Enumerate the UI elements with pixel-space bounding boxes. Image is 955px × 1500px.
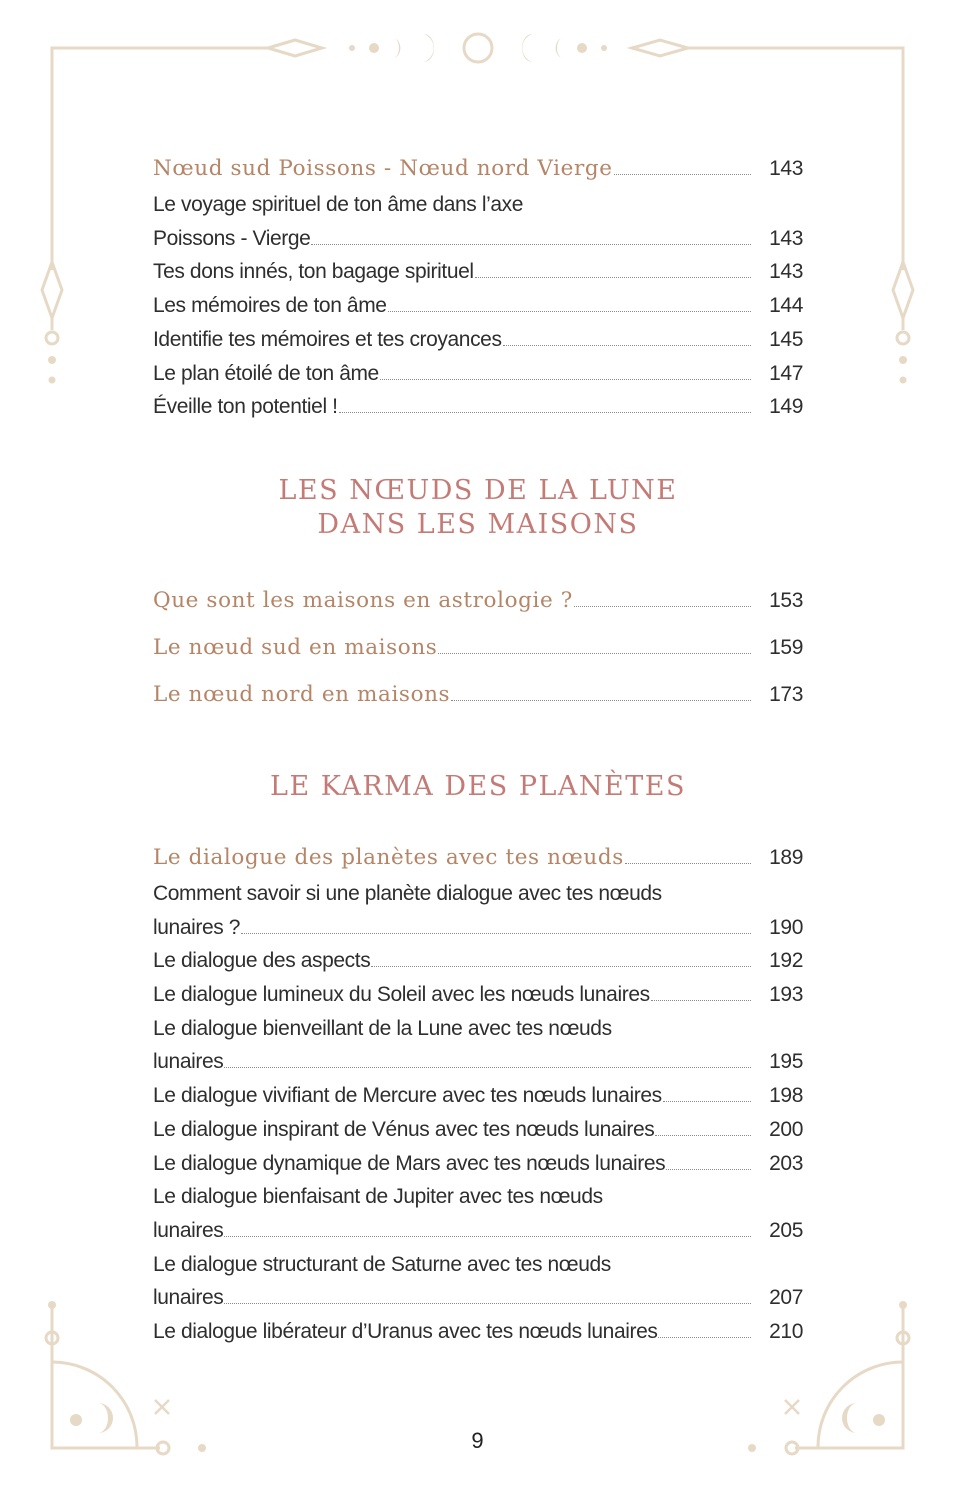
toc-entry-label: Le dialogue lumineux du Soleil avec les nœuds lunaires xyxy=(153,983,650,1007)
toc-entry[interactable] xyxy=(153,289,803,323)
section-title-noeuds-maisons xyxy=(153,474,803,542)
dot-leader xyxy=(224,1235,751,1237)
page-ref: 195 xyxy=(769,1050,803,1074)
toc-entry-label: Identifie tes mémoires et tes croyances xyxy=(153,327,502,351)
page-ref: 189 xyxy=(769,845,803,869)
toc-entry-label: Le dialogue dynamique de Mars avec tes nœuds lunaires xyxy=(153,1151,666,1175)
toc-entry[interactable] xyxy=(153,1147,803,1181)
toc-entry[interactable] xyxy=(153,944,803,978)
toc-heading-noeud-sud[interactable] xyxy=(153,624,803,671)
dot-leader xyxy=(380,378,751,380)
dot-leader xyxy=(438,652,751,654)
toc-entry-line: Le dialogue bienfaisant de Jupiter avec tes nœuds xyxy=(153,1185,603,1209)
toc-heading-poissons-vierge[interactable] xyxy=(153,148,803,190)
toc-entry[interactable] xyxy=(153,1113,803,1147)
dot-leader xyxy=(663,1100,751,1102)
toc-entry[interactable] xyxy=(153,357,803,391)
toc-heading-label: Le nœud nord en maisons xyxy=(153,681,451,707)
toc-entry-line: Comment savoir si une planète dialogue avec tes nœuds xyxy=(153,881,662,905)
page-ref: 147 xyxy=(769,361,803,385)
toc-entry[interactable] xyxy=(153,222,803,256)
toc-entry[interactable] xyxy=(153,390,803,424)
toc-heading-maisons[interactable] xyxy=(153,577,803,624)
page-ref: 200 xyxy=(769,1117,803,1141)
toc-heading-label: Le dialogue des planètes avec tes nœuds xyxy=(153,844,624,870)
page-ref: 145 xyxy=(769,327,803,351)
toc-entry-label: Le dialogue des aspects xyxy=(153,949,371,973)
toc-entry[interactable] xyxy=(153,1281,803,1315)
dot-leader xyxy=(614,173,751,175)
dot-leader xyxy=(224,1302,751,1304)
section-title-karma-planetes: LE KARMA DES PLANÈTES xyxy=(270,770,686,802)
toc-entry-label: Le dialogue libérateur d’Uranus avec tes nœuds lunaires xyxy=(153,1320,658,1344)
page-ref: 203 xyxy=(769,1151,803,1175)
dot-leader xyxy=(475,276,751,278)
page-ref: 210 xyxy=(769,1320,803,1344)
page-ref: 153 xyxy=(769,588,803,612)
section-title-line: DANS LES MAISONS xyxy=(317,508,639,540)
dot-leader xyxy=(666,1168,751,1170)
toc-entry[interactable] xyxy=(153,323,803,357)
dot-leader xyxy=(388,310,751,312)
page-ref: 207 xyxy=(769,1286,803,1310)
toc-entry-label: Les mémoires de ton âme xyxy=(153,294,387,318)
dot-leader xyxy=(311,243,751,245)
dot-leader xyxy=(451,699,751,701)
dot-leader xyxy=(339,411,751,413)
toc-entry-label: Éveille ton potentiel ! xyxy=(153,395,338,419)
table-of-contents xyxy=(153,148,803,1349)
dot-leader xyxy=(658,1336,751,1338)
page-ref: 149 xyxy=(769,395,803,419)
toc-entry-label: lunaires xyxy=(153,1286,224,1310)
toc-entry[interactable] xyxy=(153,911,803,945)
page-ref: 192 xyxy=(769,949,803,973)
page-ref: 144 xyxy=(769,294,803,318)
toc-entry-label: Le plan étoilé de ton âme xyxy=(153,361,379,385)
page-ref: 193 xyxy=(769,983,803,1007)
toc-entry-line: Le voyage spirituel de ton âme dans l’axe xyxy=(153,193,524,216)
dot-leader xyxy=(371,965,751,967)
dot-leader xyxy=(574,605,751,607)
page-ref: 143 xyxy=(769,157,803,180)
dot-leader xyxy=(224,1066,751,1068)
page-ref: 205 xyxy=(769,1218,803,1242)
toc-entry-label: lunaires xyxy=(153,1218,224,1242)
page-ref: 173 xyxy=(769,682,803,706)
toc-entry[interactable] xyxy=(153,1214,803,1248)
page-ref: 198 xyxy=(769,1084,803,1108)
dot-leader xyxy=(651,999,751,1001)
dot-leader xyxy=(655,1134,751,1136)
page-ref: 190 xyxy=(769,915,803,939)
page-ref: 143 xyxy=(769,260,803,284)
section-title-line: LES NŒUDS DE LA LUNE xyxy=(278,474,678,506)
toc-entry-line: Le dialogue structurant de Saturne avec tes nœuds xyxy=(153,1252,611,1276)
page-ref: 159 xyxy=(769,635,803,659)
toc-heading-label: Le nœud sud en maisons xyxy=(153,634,438,660)
page-number: 9 xyxy=(471,1428,484,1453)
toc-entry-label: Le dialogue inspirant de Vénus avec tes nœuds lunaires xyxy=(153,1117,655,1141)
toc-heading-dialogue-planetes[interactable] xyxy=(153,837,803,879)
toc-entry-label: Le dialogue vivifiant de Mercure avec tes nœuds lunaires xyxy=(153,1084,662,1108)
page-ref: 143 xyxy=(769,226,803,250)
toc-entry-label: lunaires ? xyxy=(153,915,241,939)
toc-entry[interactable] xyxy=(153,255,803,289)
dot-leader xyxy=(241,932,751,934)
toc-heading-label: Que sont les maisons en astrologie ? xyxy=(153,587,573,613)
dot-leader xyxy=(503,344,751,346)
toc-entry-label: lunaires xyxy=(153,1050,224,1074)
toc-entry[interactable] xyxy=(153,1079,803,1113)
toc-entry-line: Le dialogue bienveillant de la Lune avec tes nœuds xyxy=(153,1016,612,1040)
toc-entry[interactable] xyxy=(153,1315,803,1349)
toc-heading-noeud-nord[interactable] xyxy=(153,671,803,718)
toc-heading-label: Nœud sud Poissons - Nœud nord Vierge xyxy=(153,156,613,181)
toc-entry-label: Poissons - Vierge xyxy=(153,226,311,250)
toc-entry-label: Tes dons innés, ton bagage spirituel xyxy=(153,260,474,284)
toc-entry[interactable] xyxy=(153,1045,803,1079)
toc-entry[interactable] xyxy=(153,978,803,1012)
dot-leader xyxy=(625,862,751,864)
